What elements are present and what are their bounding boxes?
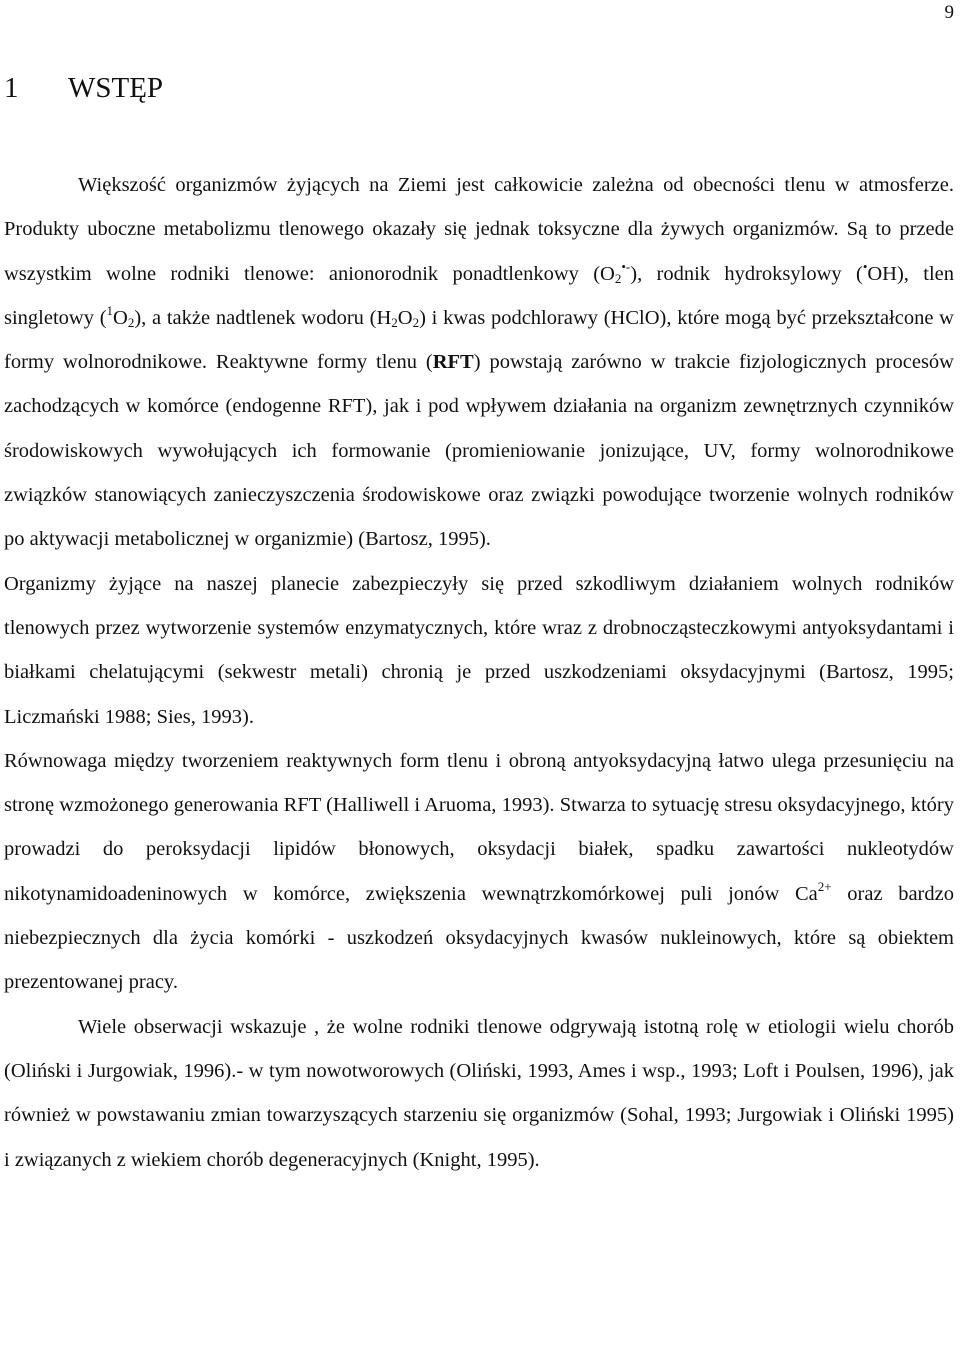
text-run: ) powstają zarówno w trakcie fizjologicznych procesów zachodzących w komórce (endogenne RFT), jak i pod wpływem działania na organizm zewnętrznych czynników środowiskowych wywołujących ich formowanie (promieniowanie jonizujące, UV, formy wolnorodnikowe związków stanowiących zanieczyszczenia środowiskowe oraz związki powodujące tworzenie wolnych rodników po aktywacji metabolicznej w organizmie) (Bartosz, 1995). <box>4 351 954 551</box>
subscript: 2 <box>614 270 622 286</box>
text-run: ), rodnik hydroksylowy ( <box>630 262 863 285</box>
text-run: O <box>113 306 128 329</box>
paragraph-4: Wiele obserwacji wskazuje , że wolne rodniki tlenowe odgrywają istotną rolę w etiologii wielu chorób (Oliński i Jurgowiak, 1996).- w tym nowotworowych (Oliński, 1993, Ames i wsp., 1993; Loft i Poulsen, 1996), jak również w powstawaniu zmian towarzyszących starzeniu się organizmów (Sohal, 1993; Jurgowiak i Oliński 1995) i związanych z wiekiem chorób degeneracyjnych (Knight, 1995). <box>4 1015 954 1171</box>
paragraph-3 <box>4 739 954 1005</box>
paragraph-1 <box>4 163 954 562</box>
text-run: Większość organizmów żyjących na Ziemi jest całkowicie zależna od obecności tlenu w atmosferze. Produkty uboczne metabolizmu tlenowego okazały się jednak toksyczne dla żywych organizmów. Są to przede wszystkim wolne rodniki tlenowe: anionorodnik ponadtlenkowy (O <box>4 174 954 285</box>
page-number: 9 <box>944 2 954 23</box>
text-run: OH), tlen singletowy ( <box>4 262 954 329</box>
subscript: 2 <box>127 314 135 330</box>
text-run: Równowaga między tworzeniem reaktywnych form tlenu i obroną antyoksydacyjną łatwo ulega przesunięciu na stronę wzmożonego generowania RFT (Halliwell i Aruoma, 1993). Stwarza to sytuację stresu oksydacyjnego, który prowadzi do peroksydacji lipidów błonowych, oksydacji białek, spadku zawartości nukleotydów nikotynamidoadeninowych w komórce, zwiększenia wewnątrzkomórkowej puli jonów Ca <box>4 749 954 905</box>
section-heading <box>4 72 163 105</box>
paragraph-2: Organizmy żyjące na naszej planecie zabezpieczyły się przed szkodliwym działaniem wolnych rodników tlenowych przez wytworzenie systemów enzymatycznych, które wraz z drobnocząsteczkowymi antyoksydantami i białkami chelatującymi (sekwestr metali) chronią je przed uszkodzeniami oksydacyjnymi (Bartosz, 1995; Liczmański 1988; Sies, 1993). <box>4 572 954 728</box>
text-run: oraz bardzo niebezpiecznych dla życia komórki - uszkodzeń oksydacyjnych kwasów nukleinowych, które są obiektem prezentowanej pracy. <box>4 882 954 994</box>
subscript: 2 <box>412 314 420 330</box>
superscript: • <box>862 258 868 274</box>
superscript: •- <box>621 258 631 274</box>
superscript: 2+ <box>817 878 832 894</box>
text-run: ) i kwas podchlorawy (HClO), które mogą być przekształcone w formy wolnorodnikowe. Reaktywne formy tlenu ( <box>4 306 954 374</box>
document-body <box>4 163 954 1182</box>
text-run: O <box>397 306 413 329</box>
subscript: 2 <box>391 314 398 330</box>
text-run: ), a także nadtlenek wodoru (H <box>134 306 392 329</box>
section-number: 1 <box>4 72 19 104</box>
superscript: 1 <box>106 302 114 318</box>
bold-abbreviation: RFT <box>432 351 474 374</box>
section-title: WSTĘP <box>68 72 164 104</box>
